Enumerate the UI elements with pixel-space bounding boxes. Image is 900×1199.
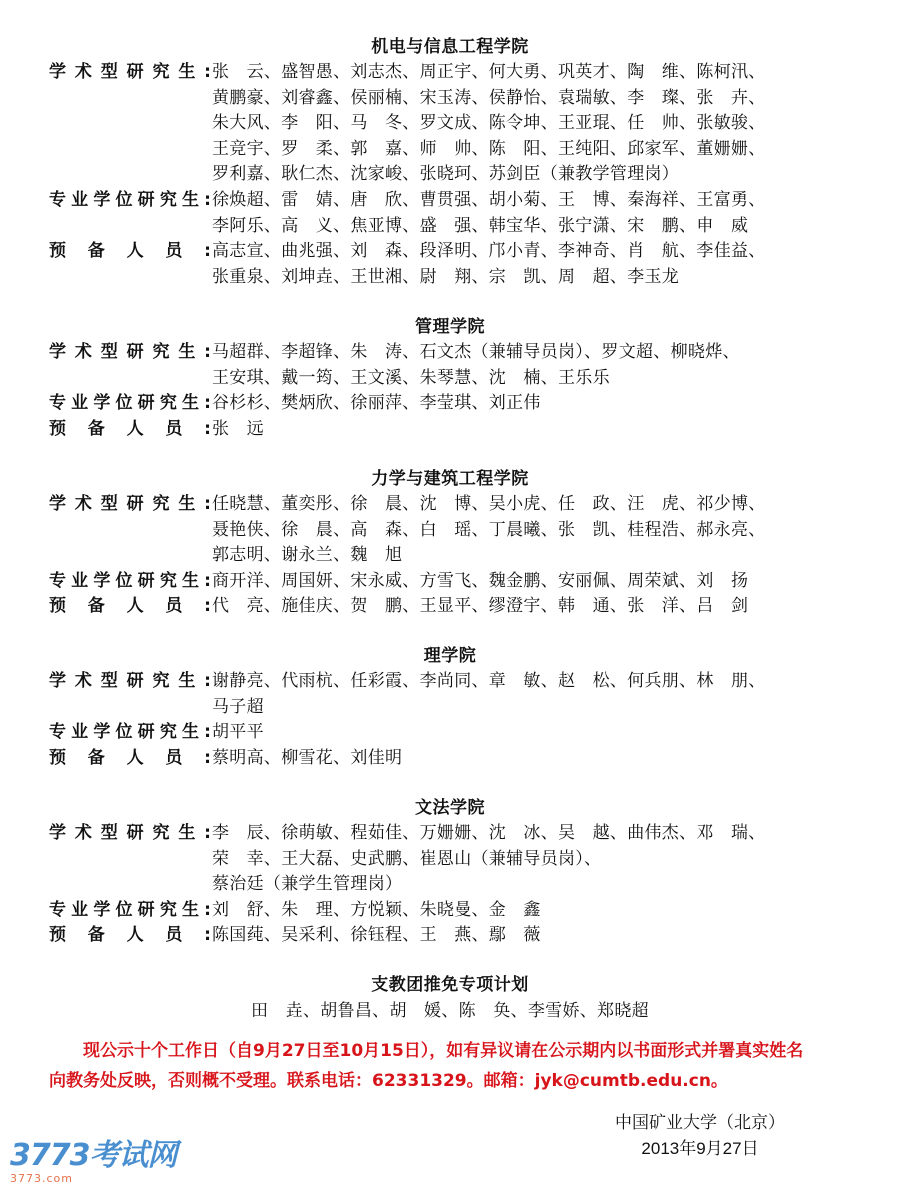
name-list [212, 239, 854, 290]
name-line: 马子超 [212, 696, 264, 717]
name-line: 张重泉、刘坤垚、王世湘、尉 翔、宗 凯、周 超、李玉龙 [212, 266, 680, 287]
name-list [212, 60, 854, 188]
category-row-academic [0, 340, 900, 391]
name-list [212, 720, 854, 746]
name-line: 罗利嘉、耿仁杰、沈家峻、张晓珂、苏剑臣（兼教学管理岗） [212, 164, 680, 185]
name-list [212, 492, 854, 569]
category-label: 专业学位研究生: [49, 899, 211, 920]
category-label: 专业学位研究生: [49, 722, 211, 743]
name-line: 郭志明、谢永兰、魏 旭 [212, 545, 403, 566]
category-label: 预备人员: [49, 241, 211, 262]
section-title: 机电与信息工程学院 [371, 37, 529, 57]
watermark-text: 3773考试网 [10, 1138, 177, 1173]
category-label: 学术型研究生: [49, 494, 211, 514]
name-list [212, 669, 854, 720]
name-line: 徐焕超、雷 婧、唐 欣、曹贯强、胡小菊、王 博、秦海祥、王富勇、 [212, 190, 766, 210]
watermark-logo [10, 1140, 190, 1190]
section-title: 力学与建筑工程学院 [371, 469, 529, 489]
category-row-professional [0, 720, 900, 746]
name-list [212, 821, 854, 898]
name-line: 王安琪、戴一筠、王文溪、朱琴慧、沈 楠、王乐乐 [212, 367, 610, 388]
name-line: 胡平平 [212, 722, 264, 743]
category-row-reserve [0, 923, 900, 949]
section-title: 管理学院 [415, 317, 485, 337]
category-label: 专业学位研究生: [49, 393, 211, 414]
section-guanli [0, 314, 900, 442]
category-label: 学术型研究生: [49, 342, 211, 362]
name-line: 张 远 [212, 418, 264, 439]
name-line: 蔡明高、柳雪花、刘佳明 [212, 747, 403, 768]
category-row-academic [0, 821, 900, 898]
section-lixue-jianzhu [0, 466, 900, 620]
name-line: 朱大风、李 阳、马 冬、罗文成、陈令坤、王亚琨、任 帅、张敏骏、 [212, 113, 766, 134]
name-line: 李阿乐、高 义、焦亚博、盛 强、韩宝华、张宁潇、宋 鹏、申 威 [212, 215, 749, 236]
category-row-academic [0, 60, 900, 188]
section-special-plan [0, 972, 900, 1024]
category-label: 预备人员: [49, 596, 211, 617]
category-row-academic [0, 492, 900, 569]
category-row-reserve [0, 746, 900, 772]
name-list [212, 188, 854, 239]
name-line: 张 云、盛智愚、刘志杰、周正宇、何大勇、巩英才、陶 维、陈柯汛、 [212, 62, 766, 82]
category-label: 预备人员: [49, 747, 211, 768]
special-plan-names: 田 垚、胡鲁昌、胡 媛、陈 奂、李雪娇、郑晓超 [251, 1001, 649, 1021]
name-line: 聂艳侠、徐 晨、高 森、白 瑶、丁晨曦、张 凯、桂程浩、郝永亮、 [212, 519, 766, 540]
category-row-reserve [0, 239, 900, 290]
section-wenfa [0, 795, 900, 949]
name-list [212, 746, 854, 772]
name-line: 任晓慧、董奕彤、徐 晨、沈 博、吴小虎、任 政、汪 虎、祁少博、 [212, 494, 766, 514]
category-row-professional [0, 188, 900, 239]
name-list [212, 569, 854, 595]
name-list [212, 898, 854, 924]
section-title: 支教团推免专项计划 [371, 975, 529, 995]
category-label: 学术型研究生: [49, 823, 211, 843]
section-jidian [0, 34, 900, 290]
category-row-professional [0, 569, 900, 595]
name-line: 马超群、李超锋、朱 涛、石文杰（兼辅导员岗）、罗文超、柳晓烨、 [212, 342, 740, 362]
name-line: 刘 舒、朱 理、方悦颖、朱晓曼、金 鑫 [212, 899, 541, 920]
name-line: 谷杉杉、樊炳欣、徐丽萍、李莹琪、刘正伟 [212, 393, 541, 414]
name-line: 谢静亮、代雨杭、任彩霞、李尚同、章 敏、赵 松、何兵朋、林 朋、 [212, 671, 766, 691]
signature-date: 2013年9月27日 [641, 1139, 759, 1158]
notice-line: 向教务处反映，否则概不受理。联系电话：62331329。邮箱：jyk@cumtb.edu.cn。 [49, 1071, 728, 1091]
category-label: 专业学位研究生: [49, 190, 211, 210]
name-list [212, 594, 854, 620]
section-title: 理学院 [423, 646, 477, 666]
name-line: 荣 幸、王大磊、史武鹏、崔恩山（兼辅导员岗）、 [212, 848, 602, 869]
category-label: 预备人员: [49, 925, 211, 946]
category-row-academic [0, 669, 900, 720]
signature-block [600, 1110, 800, 1162]
name-list [212, 340, 854, 391]
section-lixueyuan [0, 643, 900, 771]
name-line: 王竞宇、罗 柔、郭 嘉、师 帅、陈 阳、王纯阳、邱家军、董姗姗、 [212, 138, 766, 159]
category-label: 预备人员: [49, 418, 211, 439]
category-label: 学术型研究生: [49, 62, 211, 82]
name-list [212, 417, 854, 443]
name-line: 高志宣、曲兆强、刘 森、段泽明、邝小青、李神奇、肖 航、李佳益、 [212, 241, 766, 262]
notice-line: 现公示十个工作日（自9月27日至10月15日），如有异议请在公示期内以书面形式并署真实姓名 [83, 1041, 804, 1061]
name-list [212, 923, 854, 949]
category-label: 学术型研究生: [49, 671, 211, 691]
category-row-reserve [0, 594, 900, 620]
category-row-reserve [0, 417, 900, 443]
name-list [212, 391, 854, 417]
public-notice [49, 1036, 869, 1096]
category-label: 专业学位研究生: [49, 570, 211, 591]
category-row-professional [0, 898, 900, 924]
name-line: 蔡治廷（兼学生管理岗） [212, 874, 403, 895]
name-line: 陈国莼、吴采利、徐钰程、王 燕、鄢 薇 [212, 925, 541, 946]
name-line: 李 辰、徐萌敏、程茹佳、万姗姗、沈 冰、吴 越、曲伟杰、邓 瑞、 [212, 823, 766, 843]
name-line: 代 亮、施佳庆、贺 鹏、王显平、缪澄宇、韩 通、张 洋、吕 剑 [212, 596, 749, 617]
name-line: 黄鹏豪、刘睿鑫、侯丽楠、宋玉涛、侯静怡、袁瑞敏、李 璨、张 卉、 [212, 87, 766, 108]
section-title: 文法学院 [415, 798, 485, 818]
name-line: 商开洋、周国妍、宋永威、方雪飞、魏金鹏、安丽佩、周荣斌、刘 扬 [212, 570, 749, 591]
watermark-url: 3773.com [10, 1172, 73, 1185]
category-row-professional [0, 391, 900, 417]
signature-org: 中国矿业大学（北京） [615, 1113, 785, 1132]
